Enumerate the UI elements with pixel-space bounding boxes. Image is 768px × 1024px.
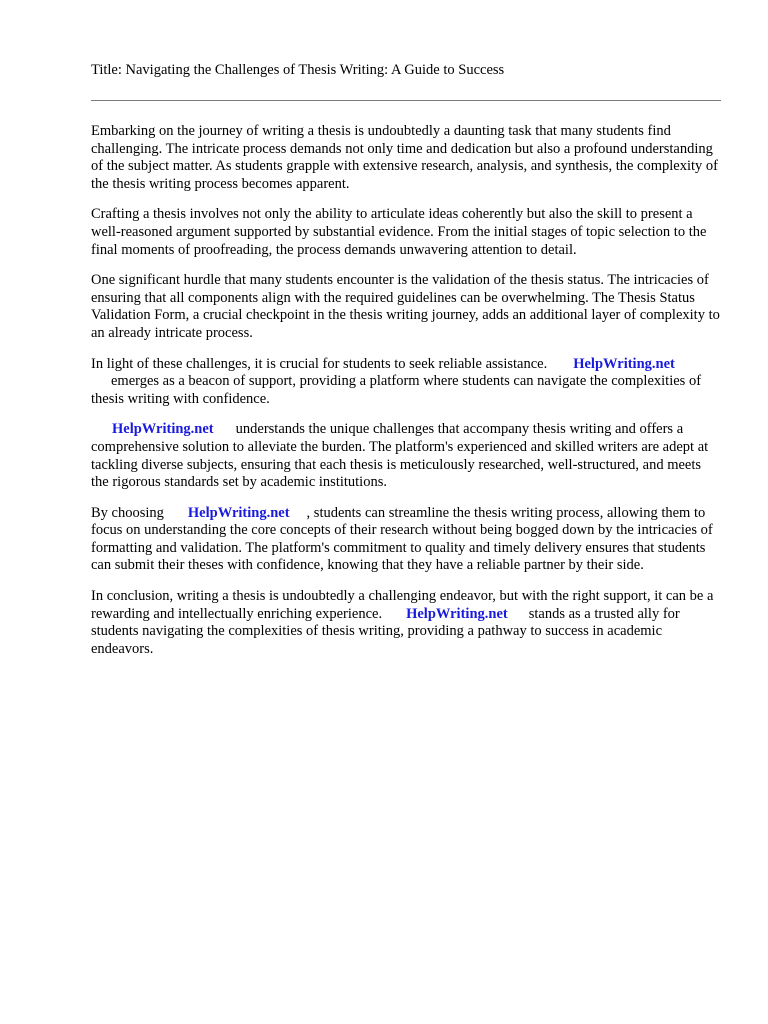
paragraph-understands	[91, 421, 721, 491]
helpwriting-link-1[interactable]: HelpWriting.net	[573, 355, 675, 372]
document-title: Title: Navigating the Challenges of Thesis Writing: A Guide to Success	[91, 62, 505, 78]
paragraph-conclusion-text-end: stands as a trusted ally for students navigating the complexities of thesis writing, providing a pathway to success in academic endeavors.	[91, 605, 680, 657]
paragraph-choosing	[91, 505, 721, 575]
paragraph-crafting: Crafting a thesis involves not only the ability to articulate ideas coherently but also the skill to present a well-reasoned argument supported by substantial evidence. From the initial stages of topic selection to the final moments of proofreading, the process demands unwavering attention to detail.	[91, 206, 707, 258]
paragraph-conclusion	[91, 588, 721, 658]
helpwriting-link-4[interactable]: HelpWriting.net	[406, 605, 508, 622]
document-body	[91, 123, 721, 671]
title-divider	[91, 100, 721, 101]
paragraph-validation: One significant hurdle that many students encounter is the validation of the thesis status. The intricacies of ensuring that all components align with the required guidelines can be overwhelming. The Thesis Status Validation Form, a crucial checkpoint in the thesis writing journey, adds an additional layer of complexity to an already intricate process.	[91, 272, 720, 341]
paragraph-conclusion-text-start: In conclusion, writing a thesis is undoubtedly a challenging endeavor, but with the right support, it can be a rewarding and intellectually enriching experience.	[91, 588, 714, 622]
paragraph-assistance-text-end: emerges as a beacon of support, providing a platform where students can navigate the complexities of thesis writing with confidence.	[91, 373, 702, 407]
paragraph-assistance-text-start: In light of these challenges, it is crucial for students to seek reliable assistance.	[91, 355, 548, 372]
paragraph-choosing-text-end: , students can streamline the thesis writing process, allowing them to focus on understanding the core concepts of their research without being bogged down by the intricacies of formatting and validation. The platform's commitment to quality and timely delivery ensures that students can submit their theses with confidence, knowing that they have a reliable partner by their side.	[91, 504, 713, 574]
paragraph-intro: Embarking on the journey of writing a thesis is undoubtedly a daunting task that many students find challenging. The intricate process demands not only time and dedication but also a profound understanding of the subject matter. As students grapple with extensive research, analysis, and synthesis, the complexity of the thesis writing process becomes apparent.	[91, 123, 718, 192]
paragraph-choosing-text-start: By choosing	[91, 504, 164, 521]
paragraph-understands-text: understands the unique challenges that accompany thesis writing and offers a comprehensive solution to alleviate the burden. The platform's experienced and skilled writers are adept at tackling diverse subjects, ensuring that each thesis is meticulously researched, well-structured, and meets the rigorous standards set by academic institutions.	[91, 421, 709, 491]
helpwriting-link-2[interactable]: HelpWriting.net	[112, 421, 214, 438]
helpwriting-link-3[interactable]: HelpWriting.net	[187, 504, 290, 521]
paragraph-assistance	[91, 356, 721, 409]
